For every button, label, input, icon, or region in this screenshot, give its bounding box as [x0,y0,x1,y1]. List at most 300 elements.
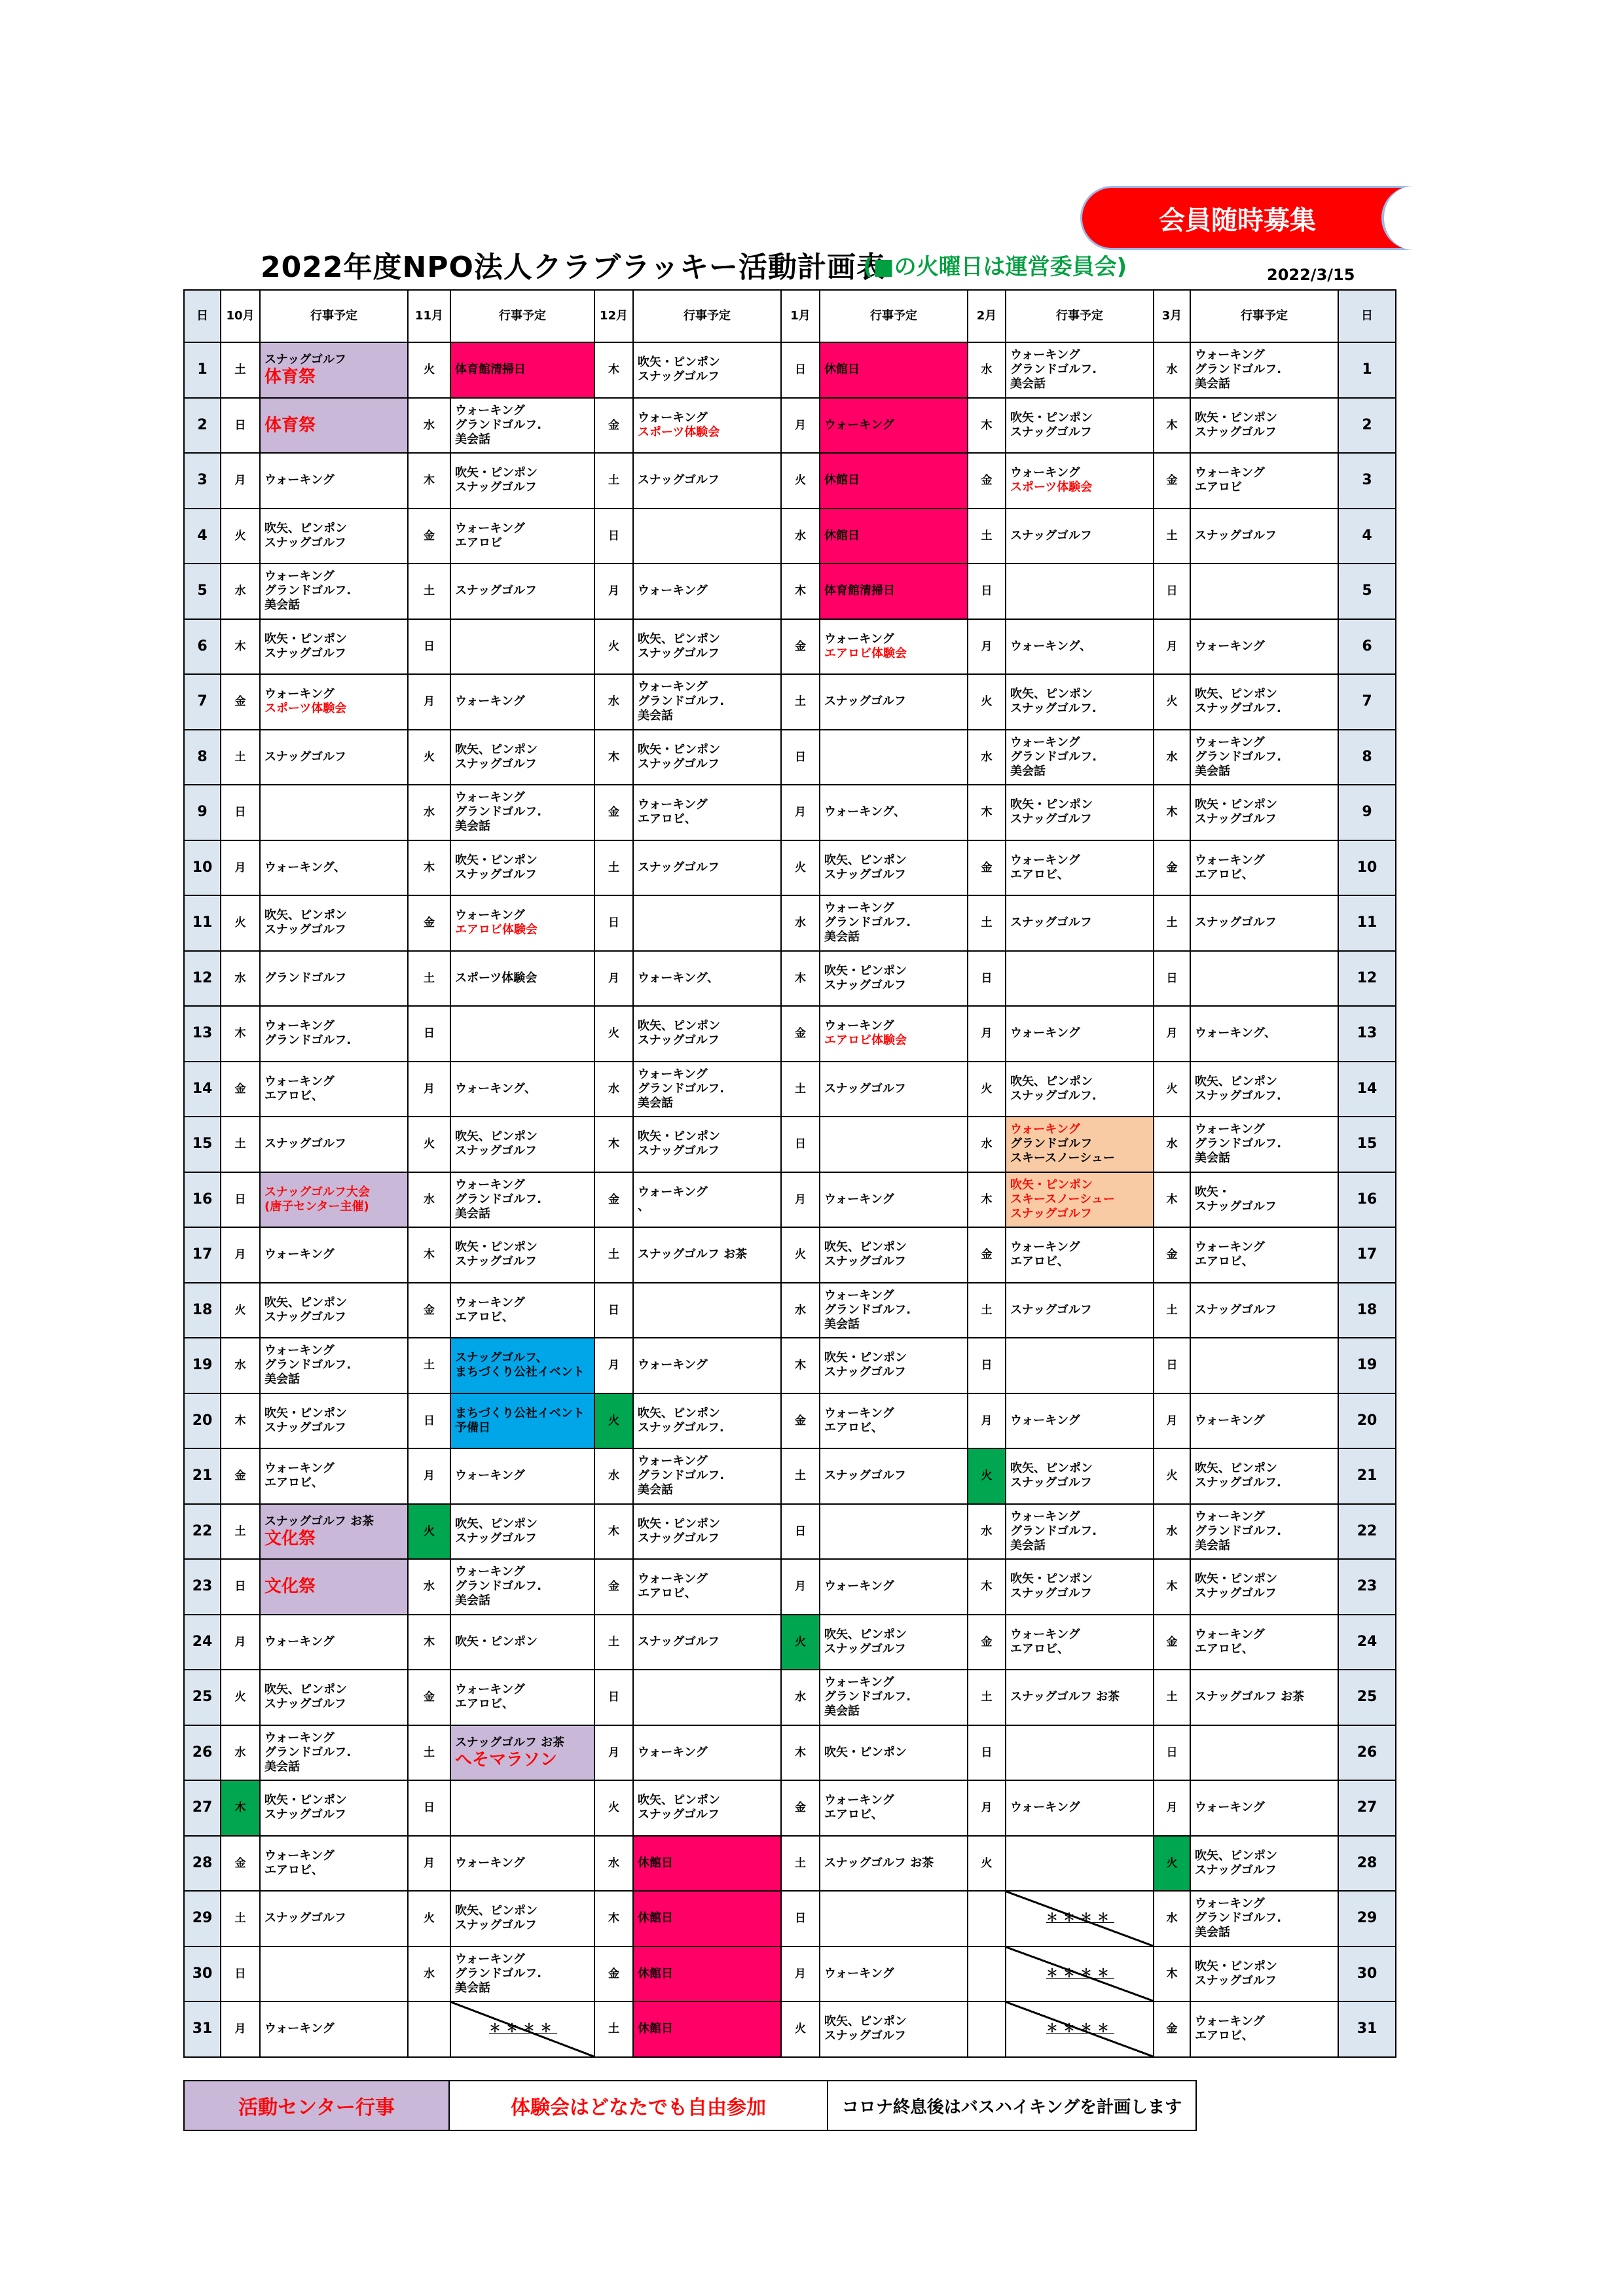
weekday-cell: 日 [221,1946,260,2002]
event-line: 休館日 [638,2022,673,2036]
event-line: スナッグゴルフ [638,1531,720,1545]
table-row [184,1559,1396,1615]
weekday-cell: 土 [594,1615,633,1670]
event-line: スナッグゴルフ [264,1808,346,1822]
event-line: スナッグゴルフ [638,860,720,874]
event-cell [1190,1670,1338,1725]
event-line: エアロビ、 [264,1476,323,1490]
event-line: スナッグゴルフ [1195,1587,1277,1601]
event-line: 吹矢、ピンポン [824,1627,907,1641]
weekday-cell: 日 [1154,1338,1190,1393]
event-line: ウォーキング [1010,1413,1080,1427]
day-number: 31 [184,2001,221,2057]
day-number: 10 [184,840,221,896]
event-line: エアロビ、 [1010,1255,1069,1269]
day-number: 21 [184,1448,221,1504]
event-line: 美会話 [1195,1538,1230,1552]
event-cell [1190,619,1338,675]
event-line: スナッグゴルフ [824,1365,906,1380]
event-cell [1006,730,1154,785]
event-line: グランドゴルフ. [455,418,542,432]
weekday-cell: 火 [968,1062,1006,1117]
event-line: スナッグゴルフ. [638,1420,724,1435]
event-cell [820,1836,968,1892]
event-line: ウォーキング [1010,348,1080,363]
event-line: 体育館清掃日 [824,584,895,598]
event-line: 吹矢・ピンポン [455,1240,538,1255]
event-line: ウォーキング [1195,348,1265,363]
weekday-cell: 月 [594,1338,633,1393]
weekday-cell: 金 [594,398,633,454]
weekday-cell: 火 [1154,1448,1190,1504]
event-cell [633,1946,781,2002]
event-cell [633,1780,781,1836]
header-cell: 行事予定 [260,290,408,342]
weekday-cell: 土 [594,2001,633,2057]
event-line: グランドゴルフ. [455,805,542,819]
weekday-cell: 金 [221,674,260,730]
event-cell [1006,1670,1154,1725]
event-line: 休館日 [638,1966,673,1981]
event-cell [450,1836,594,1892]
event-line: グランドゴルフ. [1195,1911,1282,1926]
event-line: ウォーキング、 [824,805,906,819]
event-cell [820,895,968,951]
event-line: スナッグゴルフ [638,1808,720,1822]
legend-table [183,2080,1197,2131]
table-row [184,342,1396,398]
weekday-cell: 日 [594,895,633,951]
event-line: 吹矢・ピンポン [824,1745,907,1759]
event-line: スナッグゴルフ [455,1144,537,1158]
event-line: まちづくり公社イベント [455,1406,585,1420]
event-cell [260,1670,408,1725]
event-line: 体育祭 [264,367,316,387]
event-cell [1006,1338,1154,1393]
table-row [184,1117,1396,1172]
event-line: スナッグゴルフ [1010,916,1092,930]
event-line: スナッグゴルフ [1195,1199,1277,1213]
event-line: ウォーキング [638,1454,708,1469]
event-line: グランドゴルフ. [1010,363,1097,377]
event-line: ウォーキング、 [1010,639,1092,653]
event-cell [633,1006,781,1062]
event-line: スナッグゴルフ [1195,916,1277,930]
event-line: ウォーキング [1010,1240,1080,1255]
event-line: 吹矢、ピンポン [455,742,538,757]
table-row [184,951,1396,1007]
weekday-cell: 火 [221,895,260,951]
weekday-cell: 金 [221,1836,260,1892]
weekday-cell: 木 [781,951,820,1007]
event-cell [1190,1062,1338,1117]
event-cell [633,1117,781,1172]
event-line: エアロビ、 [824,1808,883,1822]
event-cell [1006,1504,1154,1560]
event-line: グランドゴルフ. [1195,363,1282,377]
table-row [184,1780,1396,1836]
day-number: 26 [184,1725,221,1781]
event-line: 吹矢、ピンポン [824,2015,907,2029]
event-line: ＊＊＊＊ [489,2022,557,2036]
header-cell: 11月 [408,290,450,342]
event-line: 吹矢・ピンポン [1010,1177,1093,1192]
table-row [184,1172,1396,1228]
weekday-cell: 土 [968,1670,1006,1725]
event-line: スナッグゴルフ [824,1469,906,1483]
event-line: 吹矢、ピンポン [264,521,347,535]
event-cell [1190,1227,1338,1283]
event-cell [820,1117,968,1172]
table-row [184,1946,1396,2002]
day-number: 15 [184,1117,221,1172]
day-number: 7 [184,674,221,730]
day-number: 4 [1338,509,1396,564]
event-cell [633,1670,781,1725]
weekday-cell: 月 [408,1448,450,1504]
event-cell [1006,1836,1154,1892]
day-number: 29 [184,1891,221,1946]
weekday-cell: 日 [781,1504,820,1560]
weekday-cell: 土 [221,1891,260,1946]
event-cell [633,1559,781,1615]
event-cell [1190,1283,1338,1338]
event-line: スナッグゴルフ [638,370,720,384]
event-line: スポーツ体験会 [1010,480,1093,495]
event-line: 美会話 [638,709,673,723]
event-line: 美会話 [455,432,490,446]
weekday-cell: 日 [968,951,1006,1007]
event-cell [260,453,408,509]
event-line: スナッグゴルフ [824,978,906,992]
day-number: 17 [1338,1227,1396,1283]
table-row [184,619,1396,675]
event-cell [820,1725,968,1781]
event-cell [1190,1836,1338,1892]
event-line: ウォーキング [1010,1026,1080,1041]
weekday-cell: 木 [968,1559,1006,1615]
weekday-cell: 日 [781,342,820,398]
weekday-cell: 土 [968,1283,1006,1338]
day-number: 27 [184,1780,221,1836]
event-line: ウォーキング [264,1462,335,1476]
event-line: スナッグゴルフ [1195,425,1277,439]
day-number: 28 [184,1836,221,1892]
weekday-cell: 金 [968,840,1006,896]
event-line: エアロビ [455,535,502,550]
event-cell [450,2001,594,2057]
event-line: ウォーキング [1010,466,1080,480]
event-line: ウォーキング [1010,1509,1080,1524]
weekday-cell: 月 [594,1725,633,1781]
event-line: ウォーキング [824,1406,894,1420]
table-row [184,2001,1396,2057]
day-number: 19 [1338,1338,1396,1393]
weekday-cell: 土 [968,509,1006,564]
day-number: 1 [1338,342,1396,398]
event-cell [260,398,408,454]
event-cell [1006,564,1154,619]
event-line: 休館日 [824,528,860,543]
weekday-cell: 土 [594,453,633,509]
event-line: スナッグゴルフ [264,923,346,937]
event-cell [1006,785,1154,840]
event-line: 美会話 [824,1704,860,1719]
weekday-cell: 金 [781,619,820,675]
event-line: エアロビ [1195,480,1242,495]
event-line: エアロビ、 [638,1587,697,1601]
weekday-cell: 火 [408,1891,450,1946]
event-line: スナッグゴルフ お茶 [638,1247,748,1262]
event-cell [633,951,781,1007]
event-line: スナッグゴルフ [1010,812,1092,827]
day-number: 15 [1338,1117,1396,1172]
event-cell [1006,2001,1154,2057]
event-line: 、 [638,1199,649,1213]
event-line: 吹矢、ピンポン [1195,1462,1277,1476]
day-number: 8 [1338,730,1396,785]
event-cell [260,342,408,398]
event-line: ウォーキング [824,1793,894,1808]
event-line: ウォーキング [264,569,335,584]
event-line: エアロビ体験会 [824,646,907,660]
event-line: 吹矢、ピンポン [824,853,907,867]
weekday-cell: 水 [408,398,450,454]
day-number: 22 [1338,1504,1396,1560]
event-line: グランドゴルフ. [264,1033,352,1048]
event-line: 吹矢、ピンポン [1195,1848,1277,1863]
weekday-cell: 木 [221,1393,260,1449]
event-line: ウォーキング [1010,1122,1080,1137]
event-line: スナッグゴルフ [1010,1476,1092,1490]
event-line: スナッグゴルフ [638,473,720,488]
event-cell [633,840,781,896]
weekday-cell: 金 [1154,1615,1190,1670]
event-line: 吹矢・ピンポン [824,1351,907,1365]
event-line: ウォーキング [824,1019,894,1033]
weekday-cell: 月 [221,2001,260,2057]
event-line: 美会話 [824,930,860,944]
day-number: 13 [184,1006,221,1062]
event-line: スナッグゴルフ [264,1911,346,1926]
weekday-cell: 木 [968,1172,1006,1228]
event-line: ウォーキング [638,1745,708,1759]
weekday-cell: 水 [221,1725,260,1781]
weekday-cell: 火 [781,840,820,896]
weekday-cell: 金 [1154,453,1190,509]
event-line: ウォーキング [264,1247,335,1262]
weekday-cell: 土 [968,895,1006,951]
day-number: 5 [1338,564,1396,619]
event-cell [633,398,781,454]
weekday-cell: 月 [594,951,633,1007]
event-line: スナッグゴルフ [824,1641,906,1656]
weekday-cell: 日 [594,1283,633,1338]
event-cell [260,619,408,675]
event-cell [1006,619,1154,675]
event-line: ウォーキング [264,473,335,488]
schedule-table [183,289,1396,2058]
weekday-cell: 日 [968,1338,1006,1393]
event-line: グランドゴルフ [264,971,347,985]
weekday-cell: 火 [968,674,1006,730]
event-line: グランドゴルフ. [1195,749,1282,764]
table-row [184,1227,1396,1283]
event-line: まちづくり公社イベント [455,1365,585,1380]
weekday-cell: 日 [1154,951,1190,1007]
weekday-cell: 日 [408,1393,450,1449]
weekday-cell: 金 [408,1670,450,1725]
event-cell [633,1836,781,1892]
event-line: スナッグゴルフ. [1195,702,1281,716]
weekday-cell: 土 [1154,1670,1190,1725]
event-cell [633,1062,781,1117]
event-line: ウォーキング [1195,2015,1265,2029]
event-cell [1190,509,1338,564]
event-line: スナッグゴルフ [1010,425,1092,439]
event-cell [1006,674,1154,730]
weekday-cell: 金 [221,1448,260,1504]
weekday-cell: 水 [221,1338,260,1393]
event-cell [260,951,408,1007]
event-cell [1006,1227,1154,1283]
day-number: 31 [1338,2001,1396,2057]
weekday-cell: 土 [408,1725,450,1781]
weekday-cell: 金 [781,1393,820,1449]
header-cell: 2月 [968,290,1006,342]
event-line: スナッグゴルフ [824,1255,906,1269]
event-cell [820,1448,968,1504]
weekday-cell: 水 [781,1283,820,1338]
event-line: 休館日 [638,1911,673,1926]
event-cell [260,1725,408,1781]
event-cell [633,1227,781,1283]
event-line: 吹矢・ピンポン [1195,1959,1277,1973]
event-line: ウォーキング [455,1565,525,1579]
event-cell [1190,453,1338,509]
table-row [184,1283,1396,1338]
member-recruit-badge [1080,186,1414,250]
event-line: ウォーキング、 [1195,1026,1277,1041]
event-line: スナッグゴルフ お茶 [455,1735,565,1749]
event-line: 吹矢、ピンポン [1010,687,1093,702]
weekday-cell: 日 [408,1006,450,1062]
event-line: ウォーキング [1195,639,1265,653]
event-cell [450,509,594,564]
weekday-cell: 水 [408,1172,450,1228]
day-number: 14 [184,1062,221,1117]
event-line: へそマラソン [455,1749,558,1770]
event-line: エアロビ、 [638,812,697,827]
day-number: 30 [184,1946,221,2002]
day-number: 8 [184,730,221,785]
event-cell [260,1559,408,1615]
weekday-cell: 月 [221,1227,260,1283]
event-cell [1190,1393,1338,1449]
event-line: 吹矢・ [1195,1185,1230,1199]
event-cell [260,1504,408,1560]
event-cell [260,1006,408,1062]
weekday-cell: 土 [1154,1283,1190,1338]
weekday-cell: 水 [408,1946,450,2002]
weekday-cell: 木 [408,1615,450,1670]
weekday-cell: 金 [968,1615,1006,1670]
event-cell [260,564,408,619]
event-line: グランドゴルフ. [455,1966,542,1981]
day-number: 6 [1338,619,1396,675]
event-cell [260,730,408,785]
event-cell [1190,564,1338,619]
event-line: ウォーキング [638,680,708,694]
event-cell [820,342,968,398]
event-cell [1006,1559,1154,1615]
event-line: ウォーキング [264,1731,335,1745]
event-cell [633,1338,781,1393]
header-cell: 日 [184,290,221,342]
event-line: ウォーキング [1010,1801,1080,1815]
event-cell [1190,342,1338,398]
event-cell [450,840,594,896]
event-cell [260,1448,408,1504]
weekday-cell: 日 [781,1891,820,1946]
event-line: ウォーキング [455,1177,525,1192]
event-line: 吹矢・ピンポン [638,355,720,370]
event-cell [450,1615,594,1670]
event-cell [1190,674,1338,730]
event-cell [820,1172,968,1228]
event-line: スナッグゴルフ [638,757,720,771]
event-cell [820,1559,968,1615]
event-line: 吹矢、ピンポン [638,1019,720,1033]
event-line: エアロビ、 [1195,1255,1254,1269]
weekday-cell: 水 [594,674,633,730]
weekday-cell: 土 [1154,895,1190,951]
header-cell: 日 [1338,290,1396,342]
event-cell [450,1283,594,1338]
weekday-cell: 水 [968,730,1006,785]
event-cell [633,1448,781,1504]
weekday-cell: 火 [594,1006,633,1062]
weekday-cell: 土 [408,1338,450,1393]
event-cell [820,1283,968,1338]
event-line: グランドゴルフ. [455,1192,542,1206]
weekday-cell: 木 [594,1891,633,1946]
event-line: グランドゴルフ. [638,694,725,709]
weekday-cell: 木 [408,1227,450,1283]
weekday-cell: 木 [594,730,633,785]
table-row [184,1836,1396,1892]
event-cell [450,730,594,785]
day-number: 23 [184,1559,221,1615]
day-number: 30 [1338,1946,1396,2002]
event-line: スナッグゴルフ [638,1033,720,1048]
header-cell: 行事予定 [820,290,968,342]
event-line: 吹矢、ピンポン [1010,1074,1093,1088]
event-cell [820,785,968,840]
event-cell [450,453,594,509]
weekday-cell: 土 [781,674,820,730]
event-line: ウォーキング [455,694,525,709]
event-line: ウォーキング、 [638,971,720,985]
weekday-cell: 火 [1154,1062,1190,1117]
event-line: スナッグゴルフ [638,1634,720,1649]
event-cell [1190,1338,1338,1393]
header-cell: 10月 [221,290,260,342]
event-line: スナッグゴルフ [824,694,906,709]
event-line: 吹矢・ピンポン [1010,1572,1093,1587]
event-line: ウォーキング [1195,1122,1265,1137]
weekday-cell: 水 [1154,1891,1190,1946]
